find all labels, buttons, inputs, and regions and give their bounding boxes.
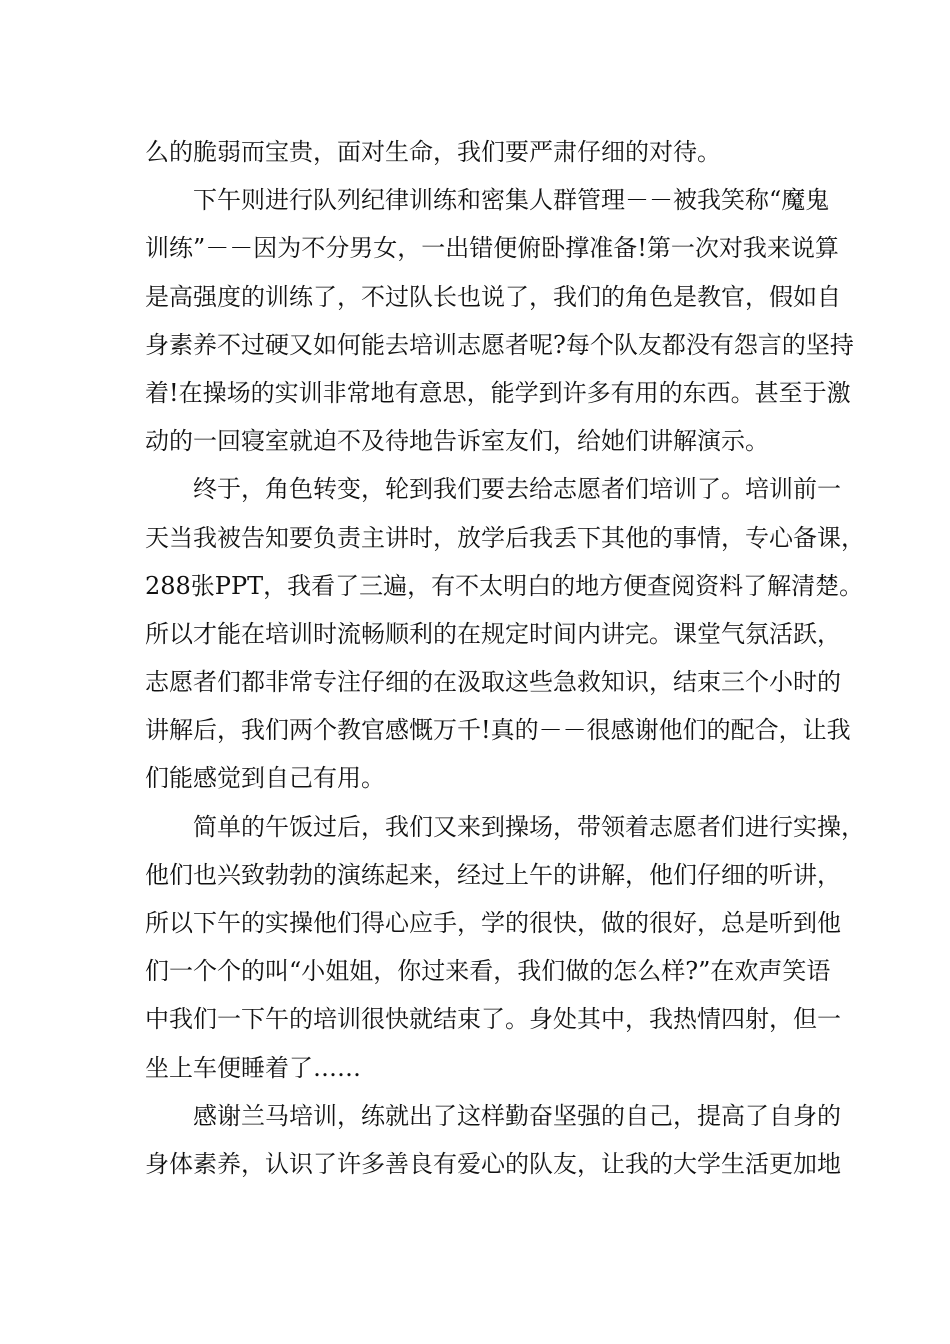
- text-line: 讲解后，我们两个教官感慨万千!真的－－很感谢他们的配合，让我: [145, 716, 851, 745]
- paragraph-first-line: 终于，角色转变，轮到我们要去给志愿者们培训了。培训前一: [193, 475, 841, 504]
- text-line: 天当我被告知要负责主讲时，放学后我丢下其他的事情，专心备课，: [145, 523, 865, 552]
- text-line: 坐上车便睡着了……: [145, 1053, 361, 1082]
- text-line: 他们也兴致勃勃的演练起来，经过上午的讲解，他们仔细的听讲，: [145, 860, 841, 889]
- text-line: 身素养不过硬又如何能去培训志愿者呢?每个队友都没有怨言的坚持: [145, 330, 854, 359]
- paragraph-first-line: 下午则进行队列纪律训练和密集人群管理－－被我笑称“魔鬼: [193, 186, 830, 215]
- text-line: 所以下午的实操他们得心应手，学的很快，做的很好，总是听到他: [145, 909, 841, 937]
- document-body: [145, 128, 865, 1188]
- text-line: 身体素养，认识了许多善良有爱心的队友，让我的大学生活更加地: [145, 1149, 841, 1178]
- text-line: 训练”－－因为不分男女，一出错便俯卧撑准备!第一次对我来说算: [145, 234, 839, 263]
- text-line: 288张PPT，我看了三遍，有不太明白的地方便查阅资料了解清楚。: [145, 571, 864, 600]
- text-line: 是高强度的训练了，不过队长也说了，我们的角色是教官，假如自: [145, 282, 841, 311]
- text-line: 着!在操场的实训非常地有意思，能学到许多有用的东西。甚至于激: [145, 378, 851, 407]
- text-line: 们能感觉到自己有用。: [145, 764, 385, 793]
- paragraph-first-line: 感谢兰马培训，练就出了这样勤奋坚强的自己，提高了自身的: [193, 1101, 841, 1130]
- paragraph-first-line: 简单的午饭过后，我们又来到操场，带领着志愿者们进行实操，: [193, 812, 865, 841]
- text-line: 们一个个的叫“小姐姐，你过来看，我们做的怎么样?”在欢声笑语: [145, 957, 831, 986]
- text-line: 么的脆弱而宝贵，面对生命，我们要严肃仔细的对待。: [145, 138, 721, 166]
- text-line: 中我们一下午的培训很快就结束了。身处其中，我热情四射，但一: [145, 1005, 841, 1034]
- text-line: 志愿者们都非常专注仔细的在汲取这些急救知识，结束三个小时的: [145, 668, 841, 697]
- text-line: 动的一回寝室就迫不及待地告诉室友们，给她们讲解演示。: [145, 427, 769, 456]
- text-line: 所以才能在培训时流畅顺利的在规定时间内讲完。课堂气氛活跃，: [145, 619, 841, 648]
